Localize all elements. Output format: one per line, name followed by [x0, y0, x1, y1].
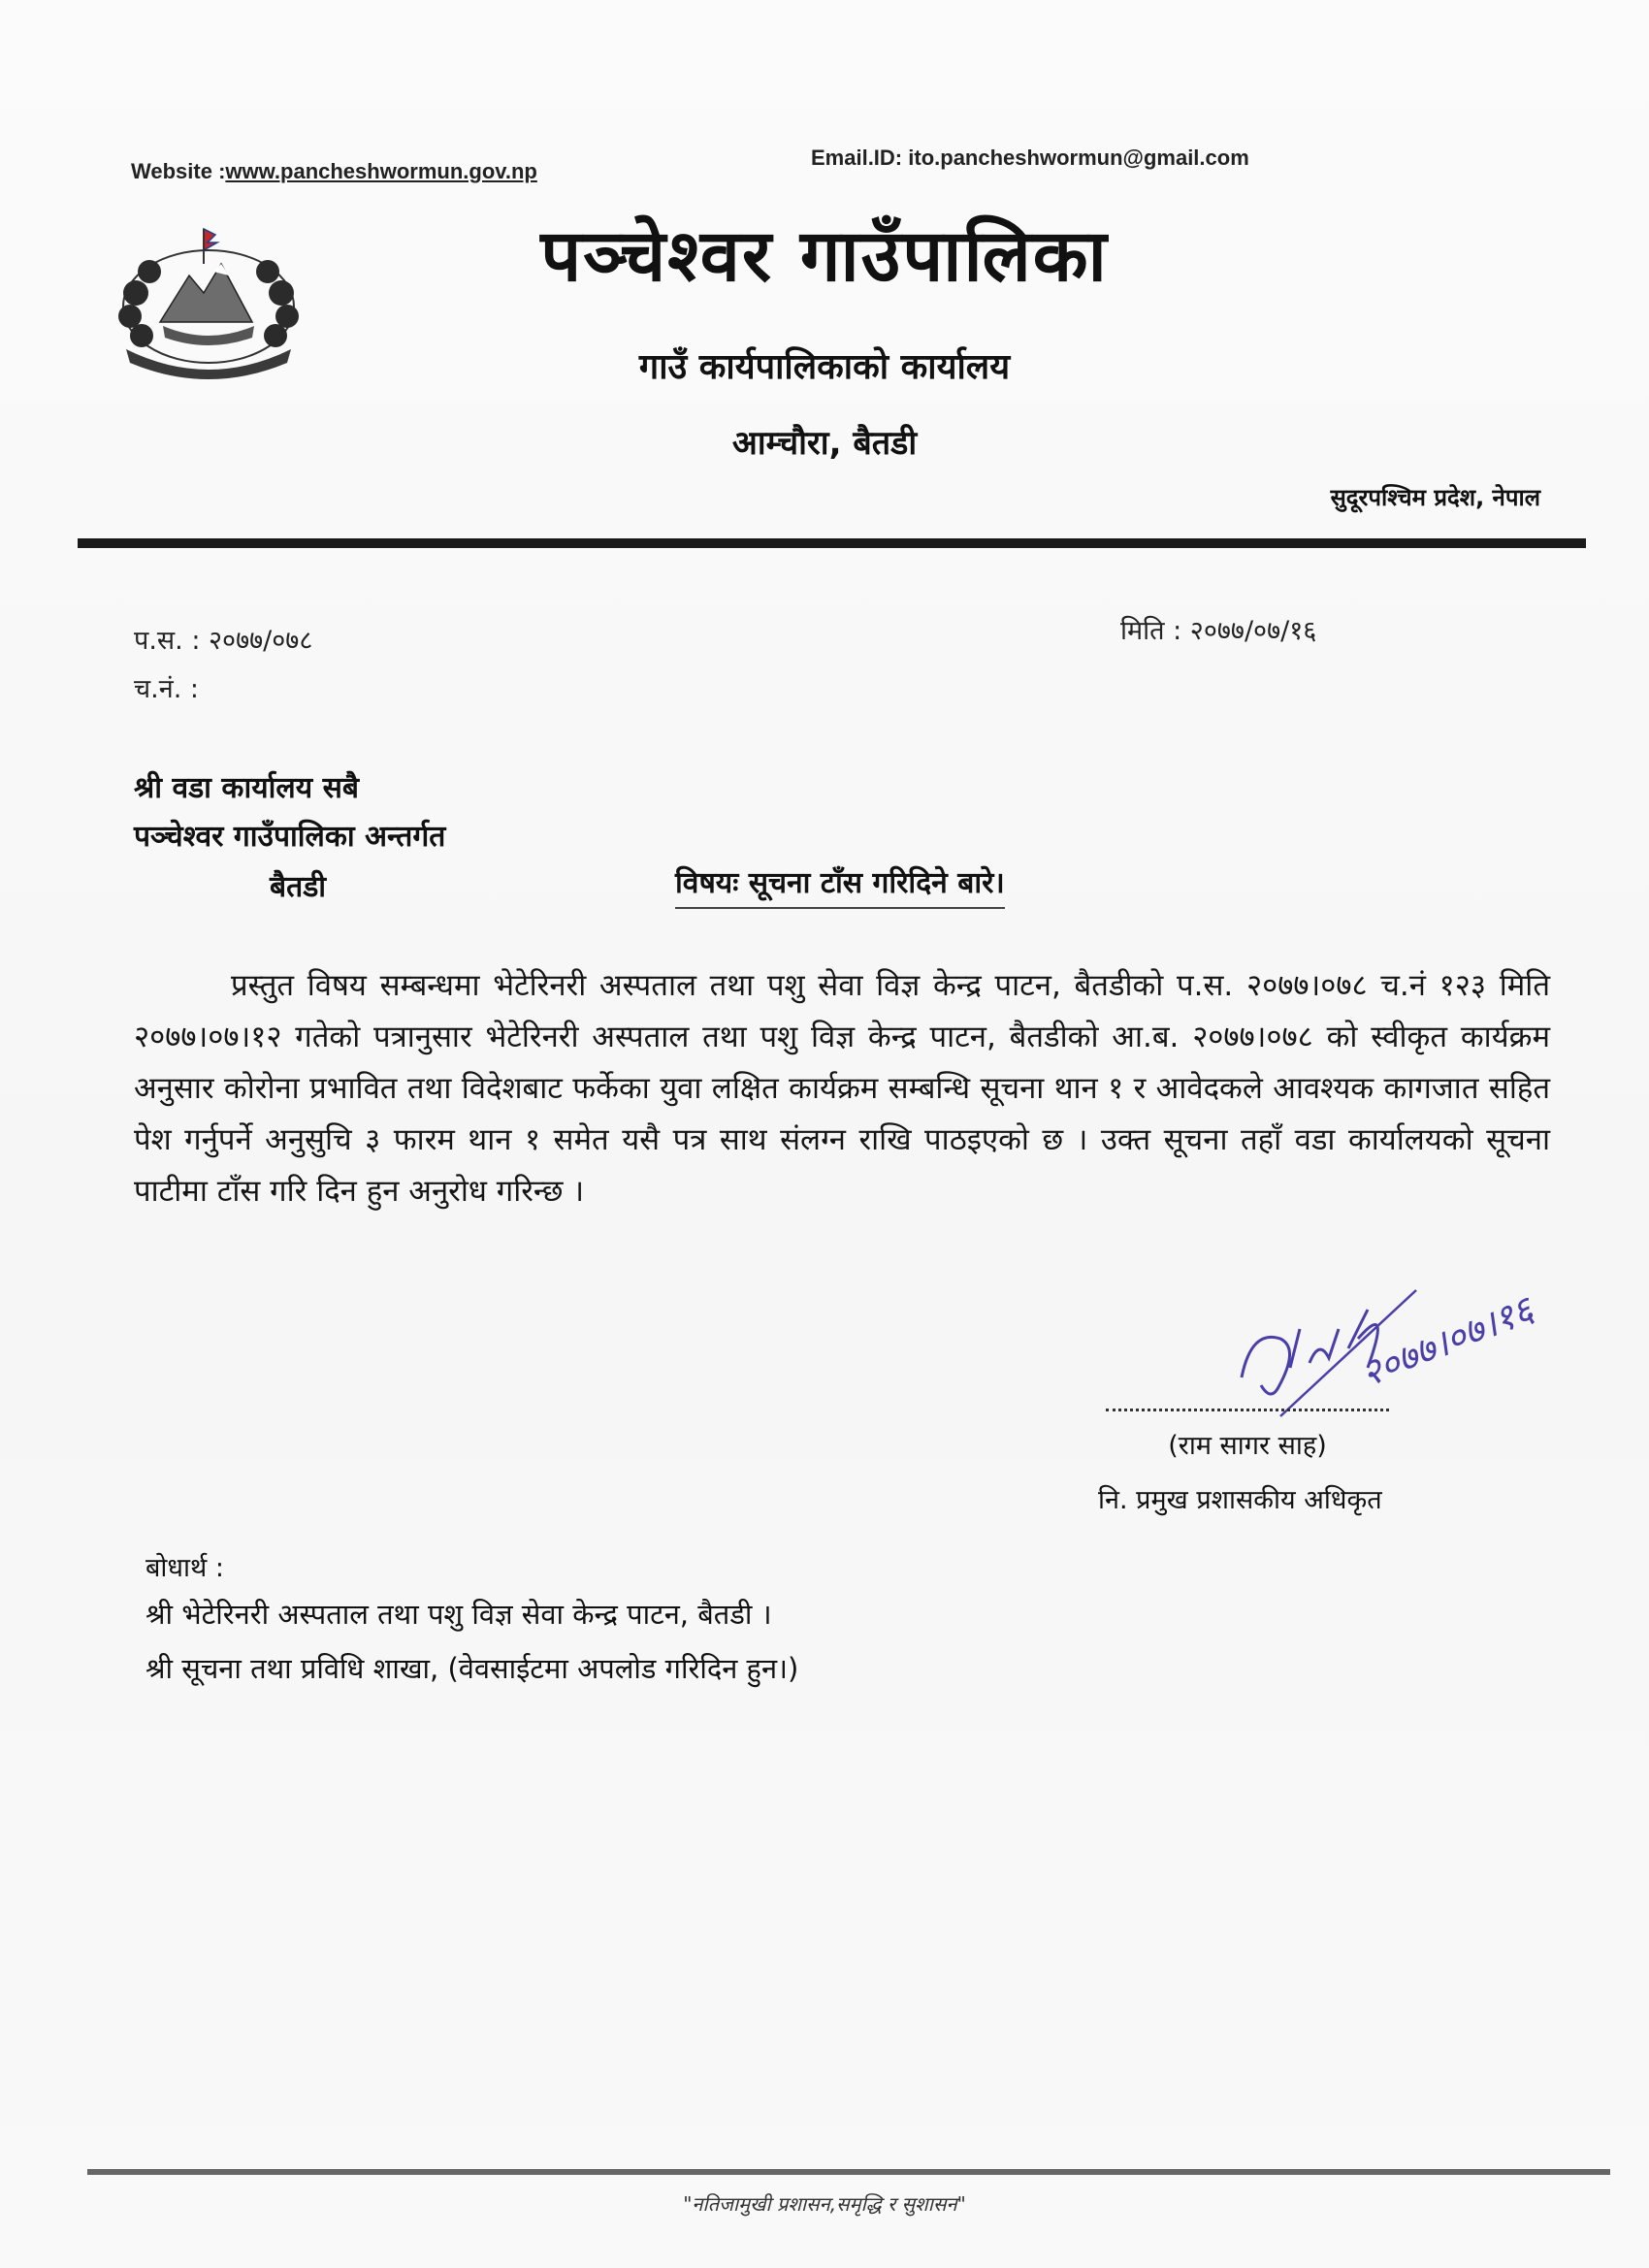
recipient-line-1: श्री वडा कार्यालय सबै: [134, 771, 359, 805]
header-divider: [78, 538, 1586, 548]
reference-number: प.स. : २०७७/०७८: [134, 626, 313, 656]
municipality-title: पञ्चेश्वर गाउँपालिका: [540, 214, 1109, 298]
province-label: सुदूरपश्चिम प्रदेश, नेपाल: [1330, 484, 1540, 511]
letter-body: [134, 960, 1550, 1217]
signatory-name: (राम सागर साह): [1168, 1431, 1327, 1461]
footer-divider: [87, 2169, 1610, 2175]
cc-line-2: श्री सूचना तथा प्रविधि शाखा, (वेवसाईटमा अपलोड गरिदिन हुन।): [146, 1652, 799, 1685]
footer-motto: "नतिजामुखी प्रशासन,समृद्धि र सुशासन": [683, 2192, 966, 2216]
signatory-title: नि. प्रमुख प्रशासकीय अधिकृत: [1098, 1485, 1382, 1515]
email-address[interactable]: ito.pancheshwormun@gmail.com: [908, 146, 1249, 170]
cc-line-1: श्री भेटेरिनरी अस्पताल तथा पशु विज्ञ सेवा केन्द्र पाटन, बैतडी ।: [146, 1598, 772, 1631]
body-paragraph: प्रस्तुत विषय सम्बन्धमा भेटेरिनरी अस्पताल तथा पशु सेवा विज्ञ केन्द्र पाटन, बैतडीको प.स. २०७७।०७८ च.नं १२३ मिति २०७७।०७।१२ गतेको पत्रानुसार भेटेरिनरी अस्पताल तथा पशु विज्ञ केन्द्र पाटन, बैतडीको आ.ब. २०७७।०७८ को स्वीकृत कार्यक्रम अनुसार कोरोना प्रभावित तथा विदेशबाट फर्केका युवा लक्षित कार्यक्रम सम्बन्धि सूचना थान १ र आवेदकले आवश्यक कागजात सहित पेश गर्नुपर्ने अनुसुचि ३ फारम थान १ समेत यसै पत्र साथ संलग्न राखि पाठइएको छ । उक्त सूचना तहाँ वडा कार्यालयको सूचना पाटीमा टाँस गरि दिन हुन अनुरोध गरिन्छ ।: [134, 968, 1550, 1209]
letter-date: मिति : २०७७/०७/१६: [1120, 616, 1317, 646]
website-label: Website :: [131, 159, 226, 183]
dispatch-number: च.नं. :: [134, 674, 199, 704]
office-name: गाउँ कार्यपालिकाको कार्यालय: [638, 347, 1011, 387]
signature-date: २०७७।०७।१६: [1354, 1287, 1539, 1396]
website-line: [131, 159, 537, 184]
recipient-line-3: बैतडी: [270, 870, 327, 904]
signature-line: [1106, 1409, 1389, 1411]
recipient-line-2: पञ्चेश्वर गाउँपालिका अन्तर्गत: [134, 820, 446, 854]
cc-heading: बोधार्थ :: [146, 1553, 224, 1583]
letter-subject: विषयः सूचना टाँस गरिदिने बारे।: [675, 861, 1005, 909]
website-link[interactable]: www.pancheshwormun.gov.np: [225, 159, 537, 183]
email-label: Email.ID:: [811, 146, 903, 170]
office-address: आम्चौरा, बैतडी: [731, 424, 918, 463]
email-line: [811, 146, 1249, 171]
